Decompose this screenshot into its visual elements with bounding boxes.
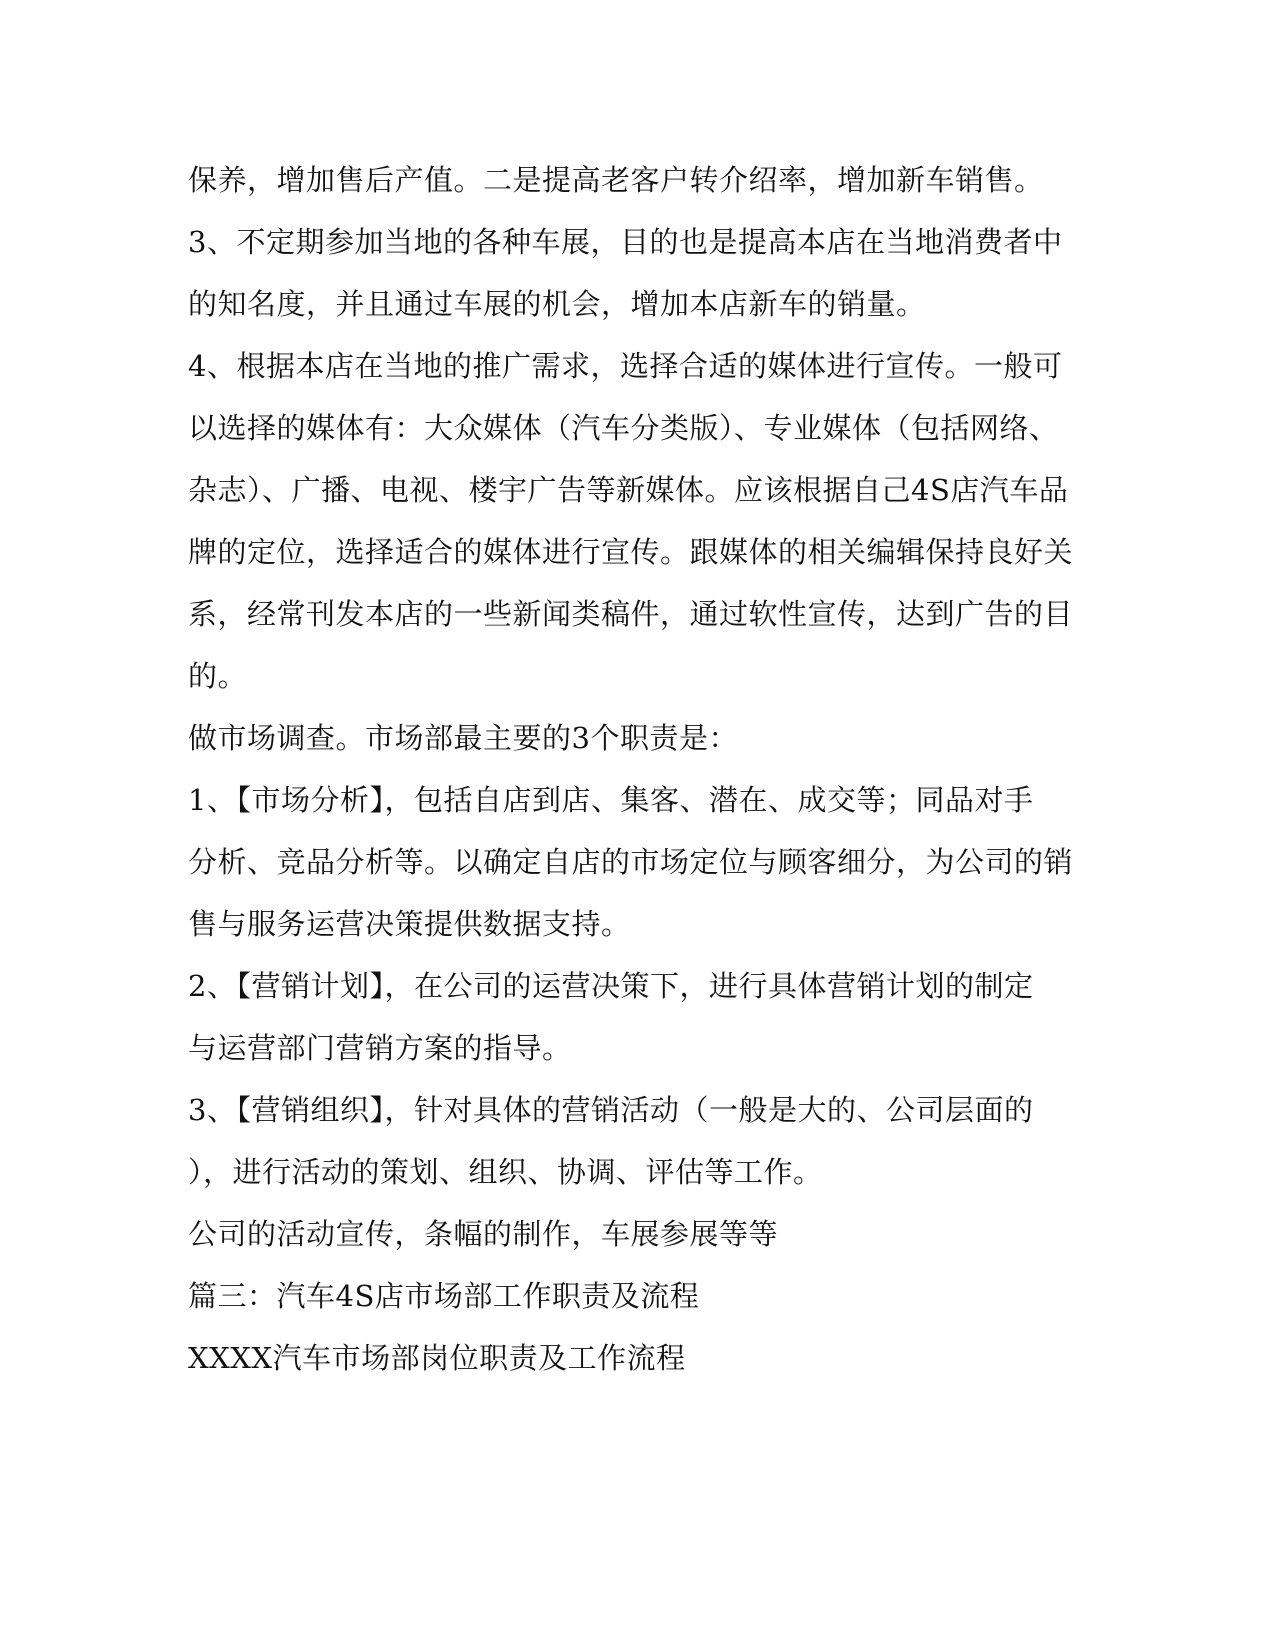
body-line-17: ），进行活动的策划、组织、协调、评估等工作。 (188, 1155, 823, 1189)
body-line-6: 杂志）、广播、电视、楼宇广告等新媒体。应该根据自己4S店汽车品 (188, 473, 1069, 507)
body-line-8: 系，经常刊发本店的一些新闻类稿件，通过软性宣传，达到广告的目 (188, 597, 1074, 631)
body-line-3: 的知名度，并且通过车展的机会，增加本店新车的销量。 (188, 287, 926, 321)
body-line-15: 与运营部门营销方案的指导。 (188, 1031, 572, 1065)
body-line-16: 3、【营销组织】，针对具体的营销活动（一般是大的、公司层面的 (188, 1093, 1034, 1127)
body-line-9: 的。 (188, 659, 248, 693)
body-line-7: 牌的定位，选择适合的媒体进行宣传。跟媒体的相关编辑保持良好关 (188, 535, 1074, 569)
body-line-2: 3、不定期参加当地的各种车展，目的也是提高本店在当地消费者中 (188, 225, 1063, 259)
subsection-heading: XXXX汽车市场部岗位职责及工作流程 (188, 1341, 686, 1375)
section-heading: 篇三：汽车4S店市场部工作职责及流程 (188, 1279, 700, 1313)
body-line-12: 分析、竞品分析等。以确定自店的市场定位与顾客细分，为公司的销 (188, 845, 1074, 879)
body-line-14: 2、【营销计划】，在公司的运营决策下，进行具体营销计划的制定 (188, 969, 1034, 1003)
body-line-4: 4、根据本店在当地的推广需求，选择合适的媒体进行宣传。一般可 (188, 349, 1063, 383)
body-line-5: 以选择的媒体有：大众媒体（汽车分类版）、专业媒体（包括网络、 (188, 411, 1059, 445)
body-line-13: 售与服务运营决策提供数据支持。 (188, 907, 631, 941)
body-line-18: 公司的活动宣传，条幅的制作，车展参展等等 (188, 1217, 779, 1251)
body-line-1: 保养，增加售后产值。二是提高老客户转介绍率，增加新车销售。 (188, 163, 1044, 197)
body-line-10: 做市场调查。市场部最主要的3个职责是： (188, 721, 738, 755)
body-line-11: 1、【市场分析】，包括自店到店、集客、潜在、成交等；同品对手 (188, 783, 1034, 817)
